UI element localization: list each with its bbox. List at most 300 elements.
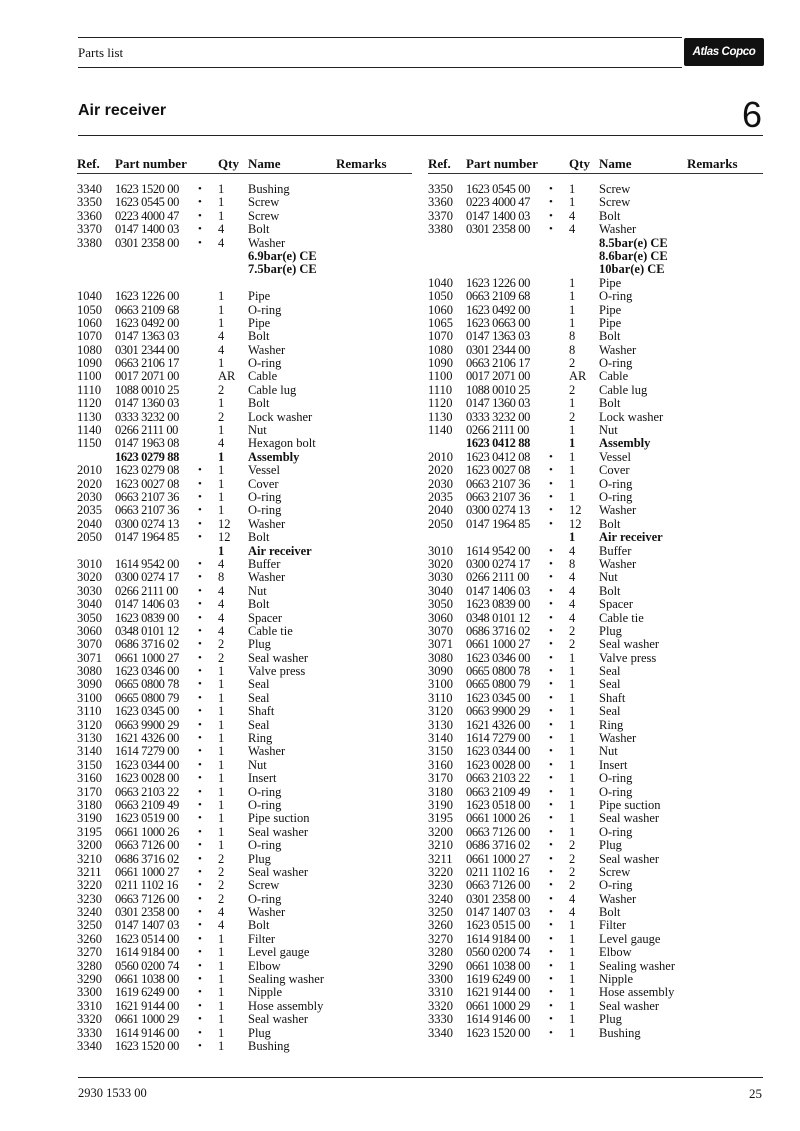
table-row — [428, 759, 763, 772]
table-row — [428, 277, 763, 290]
part-number-cell: 0147 1406 03 — [466, 583, 530, 598]
part-number-cell: 1623 0515 00 — [466, 918, 530, 933]
qty-cell: 12 — [569, 516, 582, 531]
qty-cell: 1 — [569, 476, 576, 491]
table-row — [77, 705, 412, 718]
table-row — [77, 464, 412, 477]
table-row — [428, 370, 763, 383]
ref-cell: 2030 — [77, 489, 102, 504]
part-number-cell: 0663 9900 29 — [115, 717, 179, 732]
qty-cell: 2 — [218, 891, 225, 906]
qty-cell: 12 — [569, 503, 582, 518]
bullet-marker: • — [198, 678, 202, 691]
ref-cell: 3200 — [428, 824, 453, 839]
table-row — [428, 223, 763, 236]
qty-cell: 1 — [218, 1039, 225, 1053]
qty-cell: 1 — [218, 757, 225, 772]
ref-cell: 3060 — [77, 623, 102, 638]
bullet-marker: • — [198, 852, 202, 865]
table-row — [428, 464, 763, 477]
qty-cell: 1 — [218, 797, 225, 812]
bullet-marker: • — [549, 705, 553, 718]
qty-cell: 12 — [218, 516, 231, 531]
name-cell: Vessel — [248, 463, 280, 478]
qty-cell: 1 — [218, 208, 225, 223]
table-row — [77, 411, 412, 424]
qty-cell: 4 — [569, 891, 576, 906]
name-cell: O-ring — [248, 489, 282, 504]
name-cell: Lock washer — [248, 409, 313, 424]
name-cell: Bushing — [599, 1025, 641, 1040]
part-number-cell: 0661 1000 26 — [115, 824, 179, 839]
part-number-cell: 0223 4000 47 — [115, 208, 179, 223]
table-row — [77, 1040, 412, 1053]
qty-cell: 1 — [218, 998, 225, 1013]
name-cell: Bolt — [599, 396, 621, 411]
bullet-marker: • — [549, 852, 553, 865]
ref-cell: 3195 — [428, 811, 453, 826]
qty-cell: 1 — [218, 784, 225, 799]
ref-cell: 3190 — [77, 811, 102, 826]
name-cell: Elbow — [248, 958, 281, 973]
bullet-marker: • — [549, 973, 553, 986]
table-header — [428, 155, 763, 174]
ref-cell: 1130 — [77, 409, 102, 424]
part-number-cell: 1623 0344 00 — [466, 744, 530, 759]
qty-cell: 2 — [569, 878, 576, 893]
ref-cell: 3100 — [428, 677, 453, 692]
part-number-cell: 0333 3232 00 — [466, 409, 530, 424]
part-number-cell: 0663 2107 36 — [466, 476, 530, 491]
qty-cell: 2 — [218, 851, 225, 866]
table-row — [428, 558, 763, 571]
qty-cell: 1 — [569, 918, 576, 933]
bullet-marker: • — [549, 1026, 553, 1039]
qty-cell: 1 — [569, 664, 576, 679]
bullet-marker: • — [549, 571, 553, 584]
ref-cell: 3240 — [77, 905, 102, 920]
qty-cell: 1 — [569, 811, 576, 826]
part-number-cell: 0348 0101 12 — [466, 610, 530, 625]
qty-cell: 4 — [218, 610, 225, 625]
bullet-marker: • — [198, 892, 202, 905]
table-row — [428, 799, 763, 812]
table-row — [428, 906, 763, 919]
bullet-marker: • — [549, 691, 553, 704]
ref-cell: 1150 — [77, 436, 102, 451]
bullet-marker: • — [549, 450, 553, 463]
part-number-cell: 0147 1363 03 — [466, 329, 530, 344]
section-title: Air receiver — [78, 102, 167, 119]
bullet-marker: • — [549, 557, 553, 570]
part-number-cell: 1623 0663 00 — [466, 315, 530, 330]
part-number-cell: 0017 2071 00 — [466, 369, 530, 384]
table-row — [77, 504, 412, 517]
name-cell: Hose assembly — [599, 985, 675, 1000]
col-header-name: Name — [248, 156, 281, 171]
bullet-marker: • — [549, 477, 553, 490]
qty-cell: 4 — [569, 570, 576, 585]
part-number-cell: 1623 0344 00 — [115, 757, 179, 772]
bullet-marker: • — [198, 691, 202, 704]
table-row — [77, 304, 412, 317]
name-cell: Cable lug — [599, 382, 648, 397]
table-row — [77, 652, 412, 665]
part-number-cell: 0301 2358 00 — [466, 891, 530, 906]
name-cell: Buffer — [248, 556, 281, 571]
part-number-cell: 0663 9900 29 — [466, 704, 530, 719]
name-cell: Plug — [248, 851, 271, 866]
ref-cell: 3120 — [77, 717, 102, 732]
bullet-marker: • — [549, 464, 553, 477]
table-row — [77, 866, 412, 879]
ref-cell: 1130 — [428, 409, 453, 424]
qty-cell: 1 — [569, 489, 576, 504]
ref-cell: 3020 — [428, 556, 453, 571]
qty-cell: 1 — [569, 690, 576, 705]
table-row — [428, 919, 763, 932]
qty-cell: 1 — [218, 958, 225, 973]
name-cell: Pipe suction — [248, 811, 310, 826]
table-row — [77, 678, 412, 691]
name-cell: Nut — [599, 570, 618, 585]
part-number-cell: 0300 0274 17 — [115, 570, 179, 585]
name-cell: Seal washer — [599, 998, 660, 1013]
ref-cell: 2035 — [77, 503, 102, 518]
ref-cell: 3130 — [428, 717, 453, 732]
ref-cell: 3210 — [428, 838, 453, 853]
name-cell: Bushing — [248, 1039, 290, 1053]
name-cell: Bushing — [248, 182, 290, 196]
qty-cell: 1 — [569, 436, 576, 451]
name-cell: Nut — [599, 744, 618, 759]
part-number-cell: 1623 0027 08 — [115, 476, 179, 491]
name-cell: Bolt — [599, 516, 621, 531]
parts-table-left — [77, 155, 412, 1053]
table-row — [77, 384, 412, 397]
table-row — [77, 973, 412, 986]
table-row — [428, 1013, 763, 1026]
ref-cell: 1060 — [77, 315, 102, 330]
bullet-marker: • — [549, 892, 553, 905]
qty-cell: 1 — [569, 1012, 576, 1027]
qty-cell: 1 — [569, 945, 576, 960]
qty-cell: 1 — [218, 423, 225, 438]
ref-cell: 1140 — [428, 423, 453, 438]
ref-cell: 2050 — [77, 530, 102, 545]
page-number: 25 — [749, 1086, 762, 1101]
table-row — [77, 960, 412, 973]
bullet-marker: • — [549, 490, 553, 503]
ref-cell: 3370 — [428, 208, 453, 223]
bullet-marker: • — [198, 1040, 202, 1052]
table-row — [77, 558, 412, 571]
qty-cell: 1 — [569, 315, 576, 330]
part-number-cell: 0147 1406 03 — [115, 597, 179, 612]
table-row — [428, 196, 763, 209]
name-cell: 8.6bar(e) CE — [599, 248, 668, 263]
qty-cell: 1 — [218, 503, 225, 518]
table-row — [428, 812, 763, 825]
qty-cell: 4 — [218, 342, 225, 357]
qty-cell: 2 — [569, 851, 576, 866]
ref-cell: 1070 — [77, 329, 102, 344]
table-row — [428, 384, 763, 397]
part-number-cell: 0663 7126 00 — [466, 878, 530, 893]
ref-cell: 3170 — [428, 771, 453, 786]
part-number-cell: 1619 6249 00 — [466, 972, 530, 987]
name-cell: Bolt — [599, 905, 621, 920]
ref-cell: 3340 — [77, 182, 102, 196]
bullet-marker: • — [549, 865, 553, 878]
bullet-marker: • — [549, 638, 553, 651]
name-cell: Seal — [599, 664, 621, 679]
ref-cell: 3080 — [77, 664, 102, 679]
qty-cell: 1 — [218, 677, 225, 692]
part-number-cell: 1614 9184 00 — [466, 931, 530, 946]
part-number-cell: 0665 0800 79 — [115, 690, 179, 705]
ref-cell: 3180 — [77, 797, 102, 812]
table-row — [77, 799, 412, 812]
table-row — [77, 879, 412, 892]
name-cell: Cable — [599, 369, 629, 384]
name-cell: Screw — [599, 195, 631, 210]
name-cell: Level gauge — [599, 931, 661, 946]
table-row — [77, 598, 412, 611]
ref-cell: 3150 — [77, 757, 102, 772]
part-number-cell: 0266 2111 00 — [466, 570, 530, 585]
table-row — [77, 451, 412, 464]
table-row — [77, 357, 412, 370]
ref-cell: 1090 — [77, 356, 102, 371]
name-cell: Screw — [248, 208, 280, 223]
ref-cell: 3380 — [77, 235, 102, 250]
qty-cell: 4 — [569, 208, 576, 223]
bullet-marker: • — [198, 758, 202, 771]
part-number-cell: 0661 1000 29 — [466, 998, 530, 1013]
name-cell: Screw — [599, 864, 631, 879]
ref-cell: 1090 — [428, 356, 453, 371]
name-cell: Insert — [248, 771, 277, 786]
part-number-cell: 0661 1000 27 — [115, 864, 179, 879]
ref-cell: 3150 — [428, 744, 453, 759]
qty-cell: 2 — [218, 637, 225, 652]
part-number-cell: 0661 1000 27 — [466, 637, 530, 652]
name-cell: Pipe — [248, 315, 271, 330]
name-cell: Plug — [248, 1025, 271, 1040]
name-cell: 6.9bar(e) CE — [248, 248, 317, 263]
bullet-marker: • — [549, 1013, 553, 1026]
qty-cell: 1 — [218, 463, 225, 478]
qty-cell: 2 — [218, 864, 225, 879]
part-number-cell: 0211 1102 16 — [115, 878, 179, 893]
bullet-marker: • — [549, 986, 553, 999]
qty-cell: 8 — [569, 329, 576, 344]
qty-cell: 1 — [218, 449, 225, 464]
ref-cell: 3330 — [77, 1025, 102, 1040]
part-number-cell: 0147 1363 03 — [115, 329, 179, 344]
part-number-cell: 0661 1000 29 — [115, 1012, 179, 1027]
part-number-cell: 1623 0027 08 — [466, 463, 530, 478]
name-cell: Air receiver — [599, 530, 663, 545]
name-cell: Bolt — [599, 208, 621, 223]
name-cell: Washer — [248, 342, 286, 357]
qty-cell: 1 — [569, 931, 576, 946]
ref-cell: 3030 — [77, 583, 102, 598]
part-number-cell: 1623 0028 00 — [115, 771, 179, 786]
table-row — [77, 853, 412, 866]
bullet-marker: • — [198, 1026, 202, 1039]
part-number-cell: 1621 4326 00 — [115, 731, 179, 746]
table-row — [77, 786, 412, 799]
part-number-cell: 0663 2109 68 — [115, 302, 179, 317]
part-number-cell: 0147 1963 08 — [115, 436, 179, 451]
bullet-marker: • — [549, 839, 553, 852]
qty-cell: 1 — [569, 463, 576, 478]
ref-cell: 3030 — [428, 570, 453, 585]
table-row — [77, 732, 412, 745]
bullet-marker: • — [198, 611, 202, 624]
bullet-marker: • — [549, 798, 553, 811]
part-number-cell: 0147 1407 03 — [466, 905, 530, 920]
part-number-cell: 0300 0274 17 — [466, 556, 530, 571]
table-row — [77, 719, 412, 732]
name-cell: Bolt — [248, 597, 270, 612]
bullet-marker: • — [198, 973, 202, 986]
ref-cell: 3270 — [428, 931, 453, 946]
name-cell: Spacer — [599, 597, 634, 612]
table-row — [77, 397, 412, 410]
name-cell: Seal — [599, 704, 621, 719]
qty-cell: 1 — [569, 717, 576, 732]
qty-cell: 2 — [218, 409, 225, 424]
ref-cell: 3160 — [77, 771, 102, 786]
table-row — [428, 411, 763, 424]
ref-cell: 1060 — [428, 302, 453, 317]
part-number-cell: 0663 2109 49 — [115, 797, 179, 812]
table-row — [428, 866, 763, 879]
table-row — [428, 210, 763, 223]
ref-cell: 3090 — [77, 677, 102, 692]
qty-cell: 4 — [569, 583, 576, 598]
name-cell: Washer — [599, 222, 637, 237]
table-row — [428, 585, 763, 598]
part-number-cell: 1621 9144 00 — [115, 998, 179, 1013]
ref-cell: 3100 — [77, 690, 102, 705]
part-number-cell: 1623 0839 00 — [466, 597, 530, 612]
ref-cell: 2040 — [428, 503, 453, 518]
qty-cell: 2 — [569, 637, 576, 652]
part-number-cell: 0663 2109 68 — [466, 289, 530, 304]
table-row — [428, 879, 763, 892]
qty-cell: 1 — [569, 784, 576, 799]
table-row — [77, 1013, 412, 1026]
part-number-cell: 1623 0492 00 — [115, 315, 179, 330]
name-cell: Bolt — [248, 530, 270, 545]
table-row — [428, 1000, 763, 1013]
qty-cell: 1 — [569, 1025, 576, 1040]
part-number-cell: 1623 0518 00 — [466, 797, 530, 812]
ref-cell: 3160 — [428, 757, 453, 772]
table-row — [428, 745, 763, 758]
qty-cell: 1 — [218, 931, 225, 946]
table-row — [428, 946, 763, 959]
bullet-marker: • — [549, 745, 553, 758]
table-row — [77, 491, 412, 504]
name-cell: Pipe — [599, 302, 622, 317]
name-cell: Pipe — [599, 275, 622, 290]
qty-cell: 1 — [569, 423, 576, 438]
qty-cell: 1 — [218, 704, 225, 719]
table-row — [428, 772, 763, 785]
bullet-marker: • — [549, 999, 553, 1012]
table-row — [428, 397, 763, 410]
name-cell: Washer — [599, 342, 637, 357]
name-cell: Plug — [599, 838, 622, 853]
part-number-cell: 1623 1520 00 — [115, 1039, 179, 1053]
part-number-cell: 0686 3716 02 — [115, 851, 179, 866]
ref-cell: 3330 — [428, 1012, 453, 1027]
table-row — [77, 585, 412, 598]
table-row — [77, 665, 412, 678]
name-cell: Shaft — [248, 704, 275, 719]
ref-cell: 3130 — [77, 731, 102, 746]
bullet-marker: • — [549, 812, 553, 825]
table-row — [428, 183, 763, 196]
name-cell: O-ring — [248, 503, 282, 518]
name-cell: Screw — [248, 195, 280, 210]
table-row — [428, 317, 763, 330]
name-cell: Washer — [248, 570, 286, 585]
ref-cell: 2020 — [77, 476, 102, 491]
part-number-cell: 0663 2107 36 — [115, 503, 179, 518]
name-cell: Bolt — [248, 918, 270, 933]
part-number-cell: 0266 2111 00 — [115, 423, 179, 438]
ref-cell: 1050 — [77, 302, 102, 317]
qty-cell: 1 — [569, 998, 576, 1013]
qty-cell: 1 — [218, 811, 225, 826]
ref-cell: 3010 — [428, 543, 453, 558]
name-cell: Nipple — [599, 972, 634, 987]
name-cell: Washer — [248, 905, 286, 920]
ref-cell: 1120 — [428, 396, 453, 411]
table-row — [77, 424, 412, 437]
ref-cell: 3360 — [428, 195, 453, 210]
bullet-marker: • — [198, 865, 202, 878]
bullet-marker: • — [198, 879, 202, 892]
name-cell: Screw — [248, 878, 280, 893]
qty-cell: 2 — [569, 623, 576, 638]
name-cell: Seal — [248, 717, 270, 732]
part-number-cell: 1623 0345 00 — [115, 704, 179, 719]
bullet-marker: • — [198, 638, 202, 651]
part-number-cell: 1614 9542 00 — [115, 556, 179, 571]
part-number-cell: 0300 0274 13 — [115, 516, 179, 531]
ref-cell: 3010 — [77, 556, 102, 571]
ref-cell: 1110 — [428, 382, 453, 397]
part-number-cell: 0333 3232 00 — [115, 409, 179, 424]
brand-logo: Atlas Copco — [684, 38, 764, 66]
name-cell: O-ring — [599, 784, 633, 799]
ref-cell: 3110 — [428, 690, 453, 705]
qty-cell: 2 — [569, 382, 576, 397]
qty-cell: 1 — [218, 664, 225, 679]
table-row — [428, 518, 763, 531]
qty-cell: 1 — [569, 985, 576, 1000]
qty-cell: 1 — [569, 449, 576, 464]
table-row — [77, 625, 412, 638]
name-cell: O-ring — [599, 476, 633, 491]
